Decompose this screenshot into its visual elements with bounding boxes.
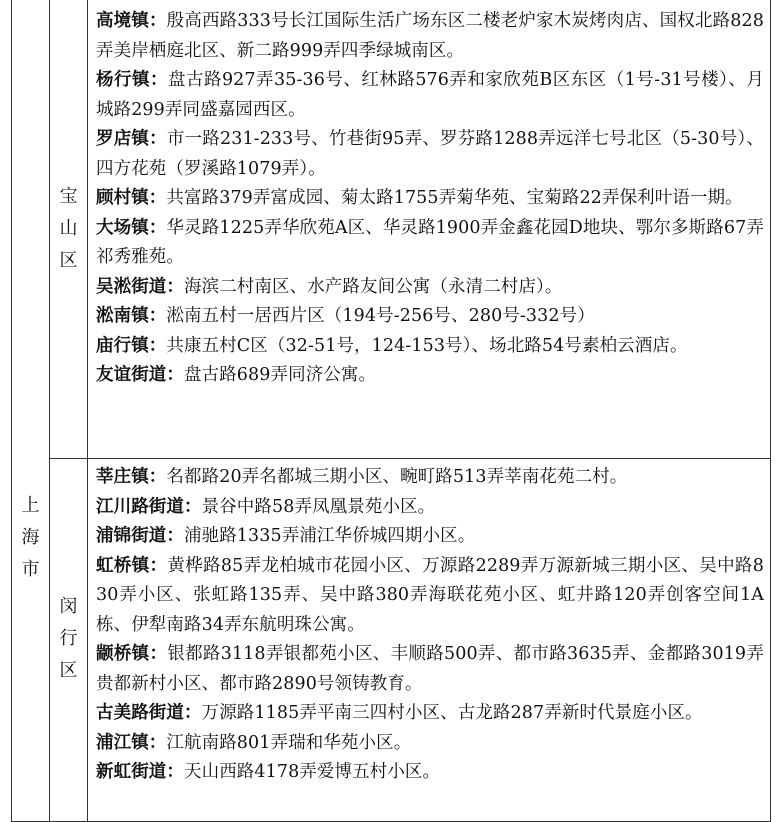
entry-xinhong (96, 758, 764, 788)
entry-name: 虹桥镇： (96, 555, 168, 576)
entry-text: 市一路231-233号、竹巷街95弄、罗芬路1288弄远洋七号北区（5-30号）、四方花苑（罗溪路1079弄）。 (96, 129, 764, 179)
entry-hongqiao (96, 552, 764, 641)
entry-text: 盘古路689弄同济公寓。 (184, 365, 377, 385)
entry-text: 天山西路4178弄爱博五村小区。 (184, 762, 441, 782)
district-entries-baoshan (88, 0, 771, 459)
entry-zhuanqiao (96, 640, 764, 699)
entry-miaohang (96, 332, 764, 362)
entry-name: 大场镇： (96, 217, 167, 238)
entry-text: 景谷中路58弄凤凰景苑小区。 (201, 496, 436, 517)
entry-text: 殷高西路333号长江国际生活广场东区二楼老炉家木炭烤肉店、国权北路828 弄美岸栖庭北区、新二路999弄四季绿城南区。 (96, 11, 764, 61)
entry-pujiang (96, 729, 764, 759)
entry-name: 古美路街道： (96, 703, 202, 723)
entry-text: 万源路1185弄平南三四村小区、古龙路287弄新时代景庭小区。 (201, 703, 703, 723)
entry-text: 银都路3118弄银都苑小区、丰顺路500弄、都市路3635弄、金都路3019弄贵都新村小区、都市路2890号领铸教育。 (96, 644, 764, 694)
entry-name: 颛桥镇： (96, 644, 168, 664)
entry-name: 杨行镇： (96, 70, 168, 90)
district-cell-minhang (50, 459, 88, 822)
entry-gaojing (96, 7, 764, 66)
entry-name: 庙行镇： (96, 335, 167, 356)
entry-name: 顾村镇： (96, 188, 167, 208)
entry-text: 华灵路1225弄华欣苑A区、华灵路1900弄金鑫花园D地块、鄂尔多斯路67弄祁秀雅苑。 (96, 217, 764, 267)
entry-name: 友谊街道： (96, 365, 184, 385)
entry-youyi (96, 361, 764, 391)
entry-name: 浦江镇： (96, 732, 167, 753)
entry-text: 淞南五村一居西片区（194号-256号、280号-332号） (166, 306, 595, 326)
entry-name: 莘庄镇： (96, 467, 167, 487)
entry-name: 江川路街道： (96, 496, 202, 517)
entry-name: 罗店镇： (96, 129, 167, 149)
entry-text: 黄桦路85弄龙柏城市花园小区、万源路2289弄万源新城三期小区、吴中路830弄小区、张虹路135弄、吴中路380弄海联花苑小区、虹井路120弄创客空间1A栋、伊犁南路34弄东航明珠公寓。 (96, 555, 764, 635)
entry-text: 共富路379弄富成园、菊太路1755弄菊华苑、宝菊路22弄保利叶语一期。 (166, 188, 743, 208)
entry-dachang (96, 214, 764, 273)
entry-text: 共康五村C区（32-51号，124-153号）、场北路54号素柏云酒店。 (166, 335, 688, 356)
entry-text: 名都路20弄名都城三期小区、畹町路513弄莘南花苑二村。 (166, 467, 628, 487)
district-name: 宝山区 (59, 185, 78, 271)
district-row-minhang (12, 459, 771, 822)
entry-text: 浦驰路1335弄浦江华侨城四期小区。 (184, 526, 476, 546)
entry-yanghang (96, 66, 764, 125)
entry-jiangchuanlu (96, 493, 764, 523)
entry-wusong (96, 273, 764, 303)
entry-xinzhuang (96, 463, 764, 493)
entry-text: 江航南路801弄瑞和华苑小区。 (166, 732, 412, 753)
city-name: 上海市 (21, 494, 40, 580)
city-cell (12, 0, 50, 822)
entry-name: 淞南镇： (96, 306, 167, 326)
district-entries-minhang (88, 459, 771, 822)
entry-luodian (96, 125, 764, 184)
area-table (11, 0, 771, 822)
entry-gucun (96, 184, 764, 214)
entry-songnan (96, 302, 764, 332)
entry-text: 海滨二村南区、水产路友间公寓（永清二村店）。 (184, 276, 563, 297)
district-cell-baoshan (50, 0, 88, 459)
entry-text: 盘古路927弄35-36号、红林路576弄和家欣苑B区东区（1号-31号楼）、月城路299弄同盛嘉园西区。 (96, 70, 764, 120)
entry-pujin (96, 522, 764, 552)
district-row-baoshan (12, 0, 771, 459)
district-name: 闵行区 (59, 596, 78, 681)
entry-gumeilu (96, 699, 764, 729)
entry-name: 新虹街道： (96, 762, 184, 782)
entry-name: 吴淞街道： (96, 276, 184, 297)
entry-name: 浦锦街道： (96, 526, 184, 546)
entry-name: 高境镇： (96, 11, 167, 31)
